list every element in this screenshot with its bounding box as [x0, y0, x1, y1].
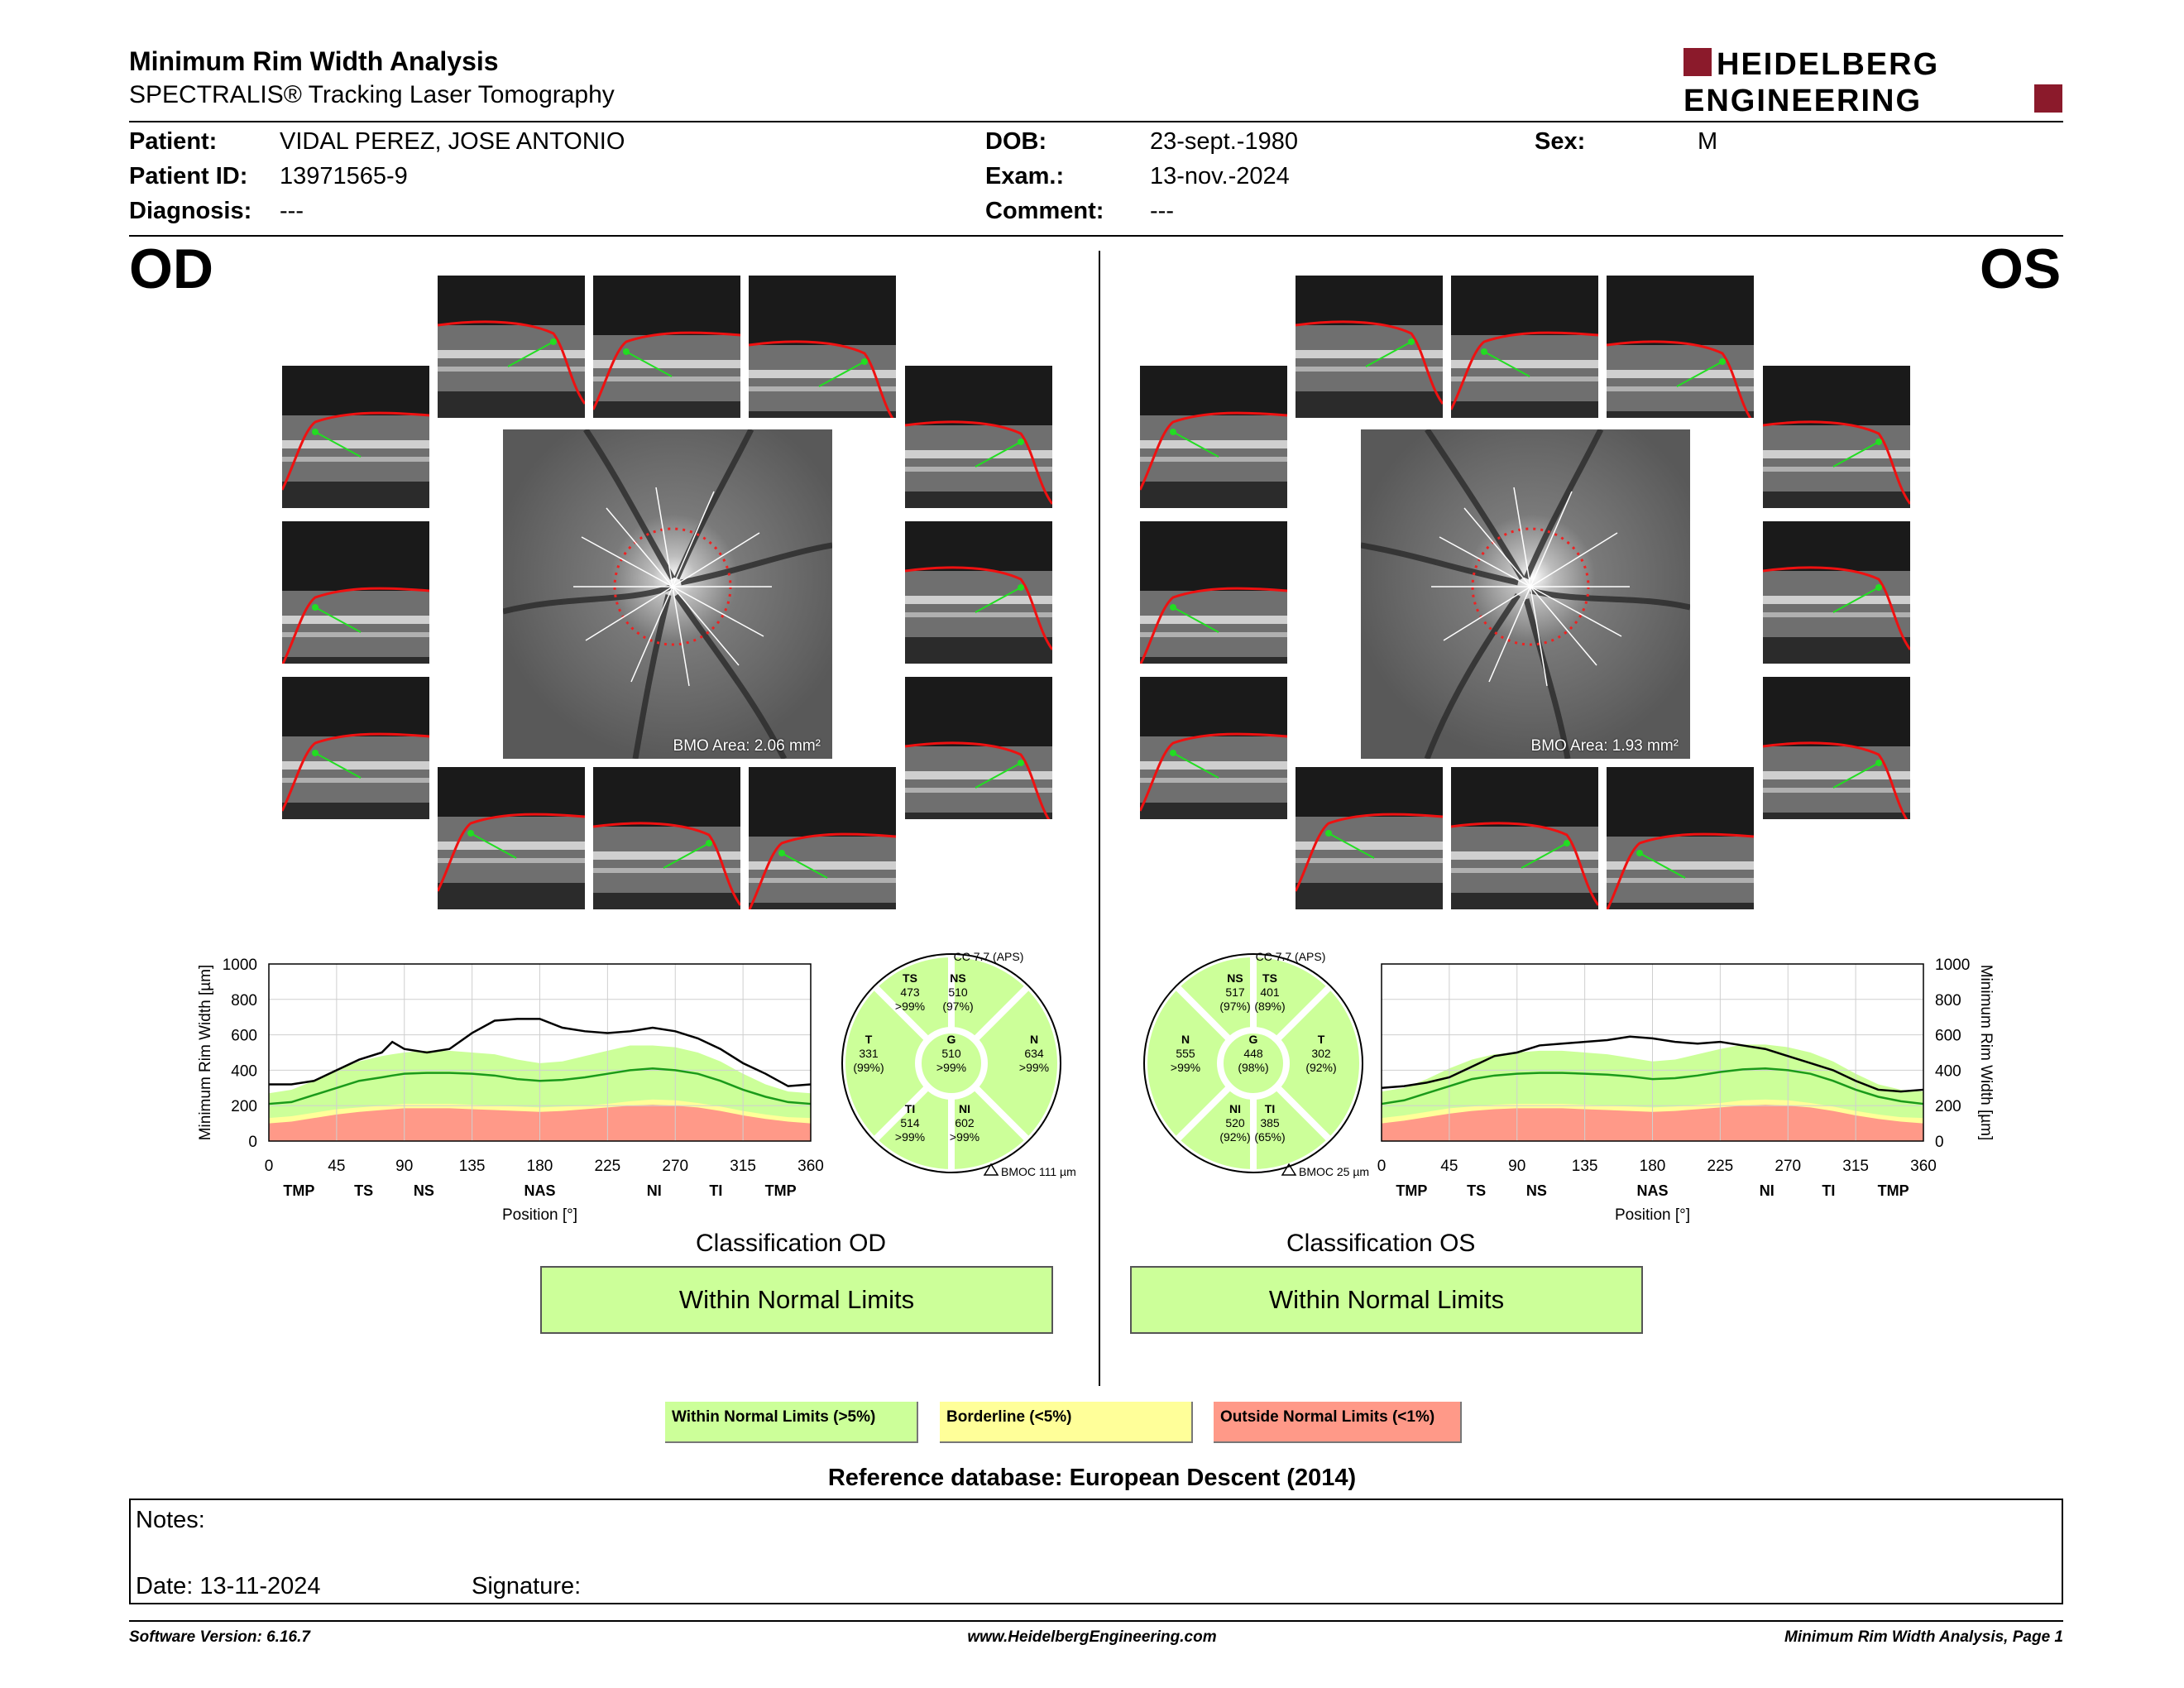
signature-label: Signature: [472, 1573, 582, 1599]
y-tick-label: 1000 [1935, 957, 1971, 974]
patient-id: 13971565-9 [280, 163, 408, 189]
x-tick-label: 90 [1508, 1158, 1526, 1175]
os-oct-scan [1763, 366, 1910, 508]
exam-value: 13-nov.-2024 [1150, 163, 1290, 189]
x-tick-label: 45 [328, 1158, 346, 1175]
sex-value: M [1698, 128, 1718, 155]
os-oct-scan [1763, 521, 1910, 664]
os-classification-box: Within Normal Limits [1130, 1266, 1643, 1334]
x-tick-label: 270 [1774, 1158, 1802, 1175]
bmoc-label: BMOC 111 µm [1001, 1165, 1076, 1178]
region-label: TI [709, 1182, 723, 1199]
od-oct-scan [438, 276, 585, 418]
page-info: Minimum Rim Width Analysis, Page 1 [1784, 1628, 2063, 1646]
svg-text:520: 520 [1225, 1116, 1245, 1129]
os-bmo-area: BMO Area: 1.93 mm² [1530, 737, 1679, 755]
svg-text:T: T [864, 1033, 873, 1046]
y-tick-label: 0 [1935, 1134, 1944, 1151]
svg-text:331: 331 [859, 1047, 879, 1060]
od-mrw-chart [190, 952, 844, 1233]
x-tick-label: 360 [797, 1158, 824, 1175]
od-classification-box: Within Normal Limits [540, 1266, 1053, 1334]
region-label: NI [646, 1182, 662, 1199]
os-oct-scan [1763, 677, 1910, 819]
y-tick-label: 1000 [222, 957, 257, 974]
svg-text:448: 448 [1243, 1047, 1263, 1060]
website: www.HeidelbergEngineering.com [967, 1628, 1217, 1646]
od-oct-scan [282, 521, 429, 664]
svg-text:(98%): (98%) [1238, 1061, 1269, 1074]
region-label: NAS [1636, 1182, 1669, 1199]
svg-text:NS: NS [1227, 971, 1243, 985]
os-fundus-image [1361, 429, 1690, 759]
x-tick-label: 180 [526, 1158, 553, 1175]
x-tick-label: 315 [1842, 1158, 1869, 1175]
sex-label: Sex: [1535, 128, 1586, 155]
od-oct-scan [593, 276, 740, 418]
region-label: TI [1822, 1182, 1836, 1199]
od-oct-scan [282, 677, 429, 819]
svg-text:>99%: >99% [894, 1000, 926, 1013]
os-oct-scan [1451, 276, 1598, 418]
comment-value: --- [1150, 198, 1174, 224]
svg-text:(97%): (97%) [1219, 1000, 1251, 1013]
comment-label: Comment: [985, 198, 1104, 224]
od-fundus-image [503, 429, 832, 759]
region-label: NI [1759, 1182, 1774, 1199]
os-mrw-chart [1357, 952, 2010, 1233]
svg-text:(99%): (99%) [853, 1061, 884, 1074]
y-tick-label: 400 [231, 1062, 257, 1081]
y-axis-label: Minimum Rim Width [µm] [197, 964, 214, 1141]
svg-text:(97%): (97%) [942, 1000, 974, 1013]
date-label: Date: 13-11-2024 [136, 1573, 321, 1599]
od-oct-scan [438, 767, 585, 909]
y-tick-label: 600 [231, 1027, 257, 1045]
legend-normal: Within Normal Limits (>5%) [665, 1402, 918, 1443]
bmoc-label: BMOC 25 µm [1299, 1165, 1370, 1178]
os-label: OS [1980, 237, 2062, 300]
svg-text:(89%): (89%) [1254, 1000, 1286, 1013]
svg-text:401: 401 [1260, 985, 1280, 999]
svg-text:G: G [946, 1033, 956, 1046]
x-tick-label: 225 [594, 1158, 621, 1175]
od-label: OD [129, 237, 213, 300]
x-tick-label: 180 [1639, 1158, 1666, 1175]
svg-text:(65%): (65%) [1254, 1130, 1286, 1144]
logo-line1: HEIDELBERG [1717, 47, 1940, 82]
x-tick-label: 0 [264, 1158, 274, 1175]
svg-text:NI: NI [959, 1102, 970, 1115]
svg-text:N: N [1181, 1033, 1190, 1046]
heidelberg-logo [1684, 45, 2062, 114]
os-oct-scan [1140, 521, 1287, 664]
x-axis-label: Position [°] [501, 1206, 578, 1224]
os-oct-scan [1296, 276, 1443, 418]
os-oct-scan [1140, 677, 1287, 819]
patient-name: VIDAL PEREZ, JOSE ANTONIO [280, 128, 625, 155]
center-divider [1099, 251, 1100, 1386]
y-axis-label: Minimum Rim Width [µm] [1977, 964, 1995, 1141]
svg-text:TI: TI [1264, 1102, 1276, 1115]
svg-text:634: 634 [1024, 1047, 1044, 1060]
region-label: TMP [283, 1182, 315, 1199]
od-oct-scan [749, 276, 896, 418]
legend-outside: Outside Normal Limits (<1%) [1214, 1402, 1462, 1443]
dob-label: DOB: [985, 128, 1047, 155]
os-sector-diagram [1138, 947, 1386, 1183]
region-label: NS [1525, 1182, 1547, 1199]
reference-database: Reference database: European Descent (2014) [827, 1465, 1357, 1491]
os-classification-title: Classification OS [1286, 1230, 1476, 1257]
notes-label: Notes: [136, 1507, 205, 1533]
region-label: NAS [524, 1182, 556, 1199]
x-tick-label: 45 [1440, 1158, 1458, 1175]
y-tick-label: 0 [248, 1134, 257, 1151]
x-tick-label: 90 [395, 1158, 414, 1175]
svg-text:514: 514 [900, 1116, 920, 1129]
svg-text:>99%: >99% [936, 1061, 967, 1074]
svg-text:TS: TS [903, 971, 917, 985]
region-label: TS [354, 1182, 374, 1199]
patient-id-label: Patient ID: [129, 163, 248, 189]
y-tick-label: 800 [231, 991, 257, 1009]
svg-text:385: 385 [1260, 1116, 1280, 1129]
svg-text:(92%): (92%) [1305, 1061, 1337, 1074]
region-label: TMP [764, 1182, 797, 1199]
svg-text:T: T [1317, 1033, 1325, 1046]
diagnosis-value: --- [280, 198, 304, 224]
svg-text:>99%: >99% [1018, 1061, 1050, 1074]
header-rule [129, 121, 2063, 122]
y-tick-label: 200 [1935, 1098, 1961, 1116]
svg-text:>99%: >99% [1170, 1061, 1201, 1074]
svg-text:517: 517 [1225, 985, 1245, 999]
notes-box [129, 1499, 2063, 1604]
diagnosis-label: Diagnosis: [129, 198, 252, 224]
y-tick-label: 600 [1935, 1027, 1961, 1045]
dob-value: 23-sept.-1980 [1150, 128, 1298, 155]
svg-text:TI: TI [904, 1102, 916, 1115]
od-oct-scan [905, 677, 1052, 819]
region-label: TS [1467, 1182, 1487, 1199]
svg-text:302: 302 [1311, 1047, 1331, 1060]
x-tick-label: 225 [1707, 1158, 1734, 1175]
svg-text:G: G [1248, 1033, 1258, 1046]
x-tick-label: 135 [458, 1158, 486, 1175]
x-tick-label: 135 [1571, 1158, 1598, 1175]
od-oct-scan [905, 521, 1052, 664]
x-tick-label: 315 [730, 1158, 756, 1175]
od-oct-scan [749, 767, 896, 909]
svg-text:473: 473 [900, 985, 920, 999]
cc-label: CC 7.7 (APS) [1255, 950, 1326, 963]
region-label: TMP [1877, 1182, 1909, 1199]
x-tick-label: 270 [662, 1158, 689, 1175]
cc-label: CC 7.7 (APS) [953, 950, 1024, 963]
os-oct-scan [1607, 767, 1754, 909]
svg-text:(92%): (92%) [1219, 1130, 1251, 1144]
od-oct-scan [593, 767, 740, 909]
od-classification-title: Classification OD [696, 1230, 887, 1257]
y-tick-label: 800 [1935, 991, 1961, 1009]
svg-text:NI: NI [1229, 1102, 1241, 1115]
software-version: Software Version: 6.16.7 [129, 1628, 310, 1646]
svg-text:510: 510 [941, 1047, 961, 1060]
os-oct-scan [1140, 366, 1287, 508]
logo-line2: ENGINEERING [1684, 84, 1923, 114]
svg-text:NS: NS [950, 971, 966, 985]
svg-text:N: N [1029, 1033, 1039, 1046]
report-subtitle: SPECTRALIS® Tracking Laser Tomography [129, 81, 615, 108]
svg-text:602: 602 [955, 1116, 975, 1129]
region-label: NS [413, 1182, 434, 1199]
x-tick-label: 360 [1910, 1158, 1937, 1175]
footer-rule [129, 1620, 2063, 1622]
exam-label: Exam.: [985, 163, 1065, 189]
od-sector-diagram [836, 947, 1084, 1183]
svg-text:555: 555 [1176, 1047, 1195, 1060]
y-tick-label: 400 [1935, 1062, 1961, 1081]
report-title: Minimum Rim Width Analysis [129, 46, 499, 76]
legend-borderline: Borderline (<5%) [940, 1402, 1193, 1443]
os-oct-scan [1296, 767, 1443, 909]
od-oct-scan [905, 366, 1052, 508]
x-axis-label: Position [°] [1614, 1206, 1691, 1224]
od-oct-scan [282, 366, 429, 508]
svg-text:>99%: >99% [949, 1130, 980, 1144]
y-tick-label: 200 [231, 1098, 257, 1116]
os-oct-scan [1451, 767, 1598, 909]
svg-text:TS: TS [1262, 971, 1277, 985]
svg-text:>99%: >99% [894, 1130, 926, 1144]
x-tick-label: 0 [1377, 1158, 1387, 1175]
patient-label: Patient: [129, 128, 218, 155]
os-oct-scan [1607, 276, 1754, 418]
svg-text:510: 510 [948, 985, 968, 999]
patient-rule [129, 235, 2063, 237]
od-bmo-area: BMO Area: 2.06 mm² [673, 737, 821, 755]
region-label: TMP [1396, 1182, 1428, 1199]
